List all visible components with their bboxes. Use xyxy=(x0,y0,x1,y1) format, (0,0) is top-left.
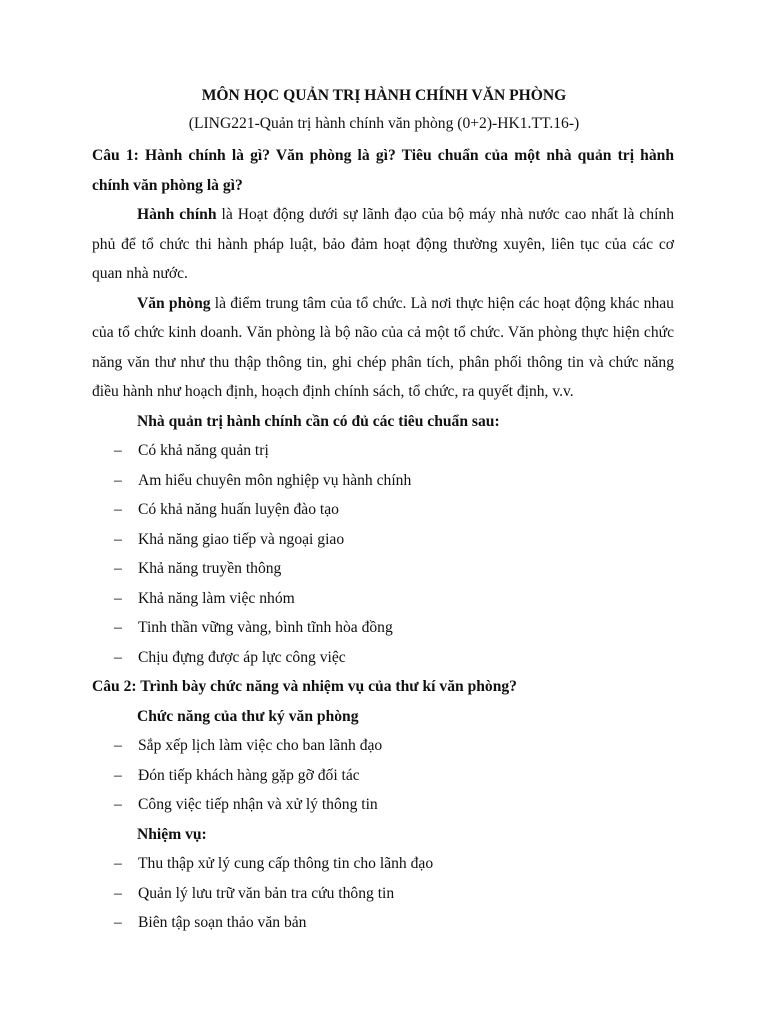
dash-bullet: – xyxy=(114,442,122,459)
list-item-text: Công việc tiếp nhận và xử lý thông tin xyxy=(138,796,378,813)
list-item-text: Có khả năng huấn luyện đào tạo xyxy=(138,501,339,518)
paragraph-van-phong xyxy=(92,289,674,407)
list-item xyxy=(92,731,674,761)
paragraph-hanh-chinh xyxy=(92,200,674,289)
document-title: MÔN HỌC QUẢN TRỊ HÀNH CHÍNH VĂN PHÒNG xyxy=(201,87,567,104)
list-item xyxy=(92,879,674,909)
list-item xyxy=(92,849,674,879)
list-item xyxy=(92,436,674,466)
list-item-text: Khả năng giao tiếp và ngoại giao xyxy=(138,530,345,548)
definition-van-phong: là điểm trung tâm của tổ chức. Là nơi thực hiện các hoạt động khác nhau của tổ chức kinh doanh. Văn phòng là bộ não của cả một tổ chức. Văn phòng thực hiện chức năng văn thư như thu thập thông tin, ghi chép phân tích, phân phối thông tin và chức năng điều hành như hoạch định, hoạch định chính sách, tổ chức, ra quyết định, v.v. xyxy=(92,294,674,400)
list-item-text: Khả năng truyền thông xyxy=(138,560,282,577)
dash-bullet: – xyxy=(114,766,122,784)
standards-heading: Nhà quản trị hành chính cần có đủ các tiêu chuẩn sau: xyxy=(137,412,500,430)
list-item-text: Chịu đựng được áp lực công việc xyxy=(138,648,346,666)
dash-bullet: – xyxy=(114,589,122,607)
term-hanh-chinh: Hành chính xyxy=(137,206,217,223)
list-item-text: Biên tập soạn thảo văn bản xyxy=(138,914,307,931)
list-item xyxy=(92,908,674,938)
dash-bullet: – xyxy=(114,530,122,548)
duties-list xyxy=(92,849,674,938)
list-item-text: Tinh thần vững vàng, bình tĩnh hòa đồng xyxy=(138,619,393,636)
functions-heading: Chức năng của thư ký văn phòng xyxy=(137,707,359,725)
list-item xyxy=(92,584,674,614)
list-item-text: Có khả năng quản trị xyxy=(138,442,269,459)
definition-hanh-chinh: là Hoạt động dưới sự lãnh đạo của bộ máy nhà nước cao nhất là chính phủ để tổ chức thi hành pháp luật, bảo đảm hoạt động thường xuyên, liên tục của các cơ quan nhà nước. xyxy=(92,206,675,282)
term-van-phong: Văn phòng xyxy=(137,294,211,312)
list-item xyxy=(92,643,674,673)
list-item xyxy=(92,466,674,496)
list-item-text: Sắp xếp lịch làm việc cho ban lãnh đạo xyxy=(138,737,383,754)
question-2: Câu 2: Trình bày chức năng và nhiệm vụ của thư kí văn phòng? xyxy=(92,678,517,695)
list-item xyxy=(92,495,674,525)
dash-bullet: – xyxy=(114,914,122,931)
list-item-text: Am hiểu chuyên môn nghiệp vụ hành chính xyxy=(138,471,412,489)
list-item-text: Đón tiếp khách hàng gặp gỡ đối tác xyxy=(138,766,360,784)
standards-list xyxy=(92,436,674,672)
list-item xyxy=(92,613,674,643)
list-item xyxy=(92,525,674,555)
document-subtitle: (LING221-Quản trị hành chính văn phòng (0+2)-HK1.TT.16-) xyxy=(188,115,580,132)
dash-bullet: – xyxy=(114,619,122,636)
dash-bullet: – xyxy=(114,648,122,666)
functions-list xyxy=(92,731,674,820)
question-1: Câu 1: Hành chính là gì? Văn phòng là gì? Tiêu chuẩn của một nhà quản trị hành chính văn phòng là gì? xyxy=(92,147,674,194)
dash-bullet: – xyxy=(114,471,122,489)
list-item-text: Thu thập xử lý cung cấp thông tin cho lãnh đạo xyxy=(138,855,434,872)
dash-bullet: – xyxy=(114,796,122,813)
list-item xyxy=(92,761,674,791)
dash-bullet: – xyxy=(114,855,122,872)
duties-heading: Nhiệm vụ: xyxy=(137,825,207,843)
dash-bullet: – xyxy=(114,501,122,518)
dash-bullet: – xyxy=(114,737,122,754)
document-body xyxy=(92,141,674,938)
list-item xyxy=(92,554,674,584)
list-item xyxy=(92,790,674,820)
dash-bullet: – xyxy=(114,884,122,902)
list-item-text: Khả năng làm việc nhóm xyxy=(138,589,295,607)
dash-bullet: – xyxy=(114,560,122,577)
list-item-text: Quản lý lưu trữ văn bản tra cứu thông tin xyxy=(138,884,395,902)
